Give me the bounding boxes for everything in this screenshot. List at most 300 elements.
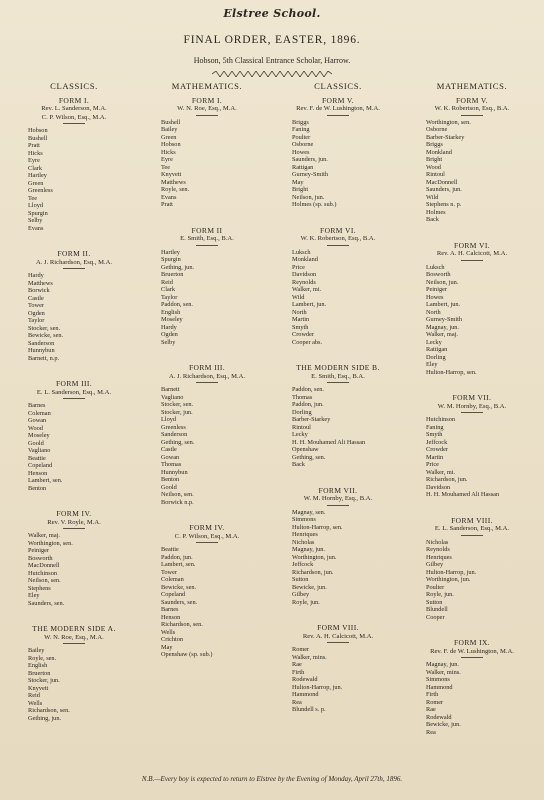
pupil-name: Henriques: [292, 531, 318, 538]
pupil-name: Lecky: [292, 431, 308, 438]
form-master: Rev. V. Royle, M.A.: [47, 518, 101, 526]
pupil-name: Nicholas: [292, 538, 315, 546]
pupil-name: Coleman: [161, 576, 184, 583]
form-section: [274, 487, 402, 607]
form-master: W. N. Roe, Esq., M.A.: [177, 105, 237, 112]
pupil-name: Lambert, jun.: [292, 301, 327, 308]
pupil-name: Openshaw (sp. sub.): [161, 651, 213, 658]
pupil-name: Crowder: [292, 331, 315, 338]
form-section: [274, 364, 402, 469]
pupil-list: [274, 119, 402, 209]
form-master: E. L. Sanderson, Esq., M.A.: [434, 525, 510, 532]
pupil-name: Sanderson: [161, 431, 188, 438]
pupil-name: Stephens: [28, 584, 51, 592]
pupil-name: Hammond: [292, 691, 319, 698]
pupil-name: Firth: [292, 668, 305, 676]
pupil-name: Beattie: [28, 454, 46, 462]
form-master: W. M. Hornby, Esq., B.A.: [303, 495, 373, 502]
form-section: [274, 624, 402, 714]
pupil-name: Magnay, jun.: [426, 323, 459, 331]
pupil-name: Hobson: [28, 127, 48, 134]
pupil-name: Poulter: [292, 133, 311, 141]
pupil-name: Castle: [161, 446, 177, 453]
form-section: [10, 510, 138, 607]
form-master: Rev. L. Sanderson, M.A.: [41, 105, 107, 112]
pupil-name: Stocker, sen.: [28, 324, 61, 332]
pupil-name: Bailey: [161, 126, 178, 133]
pupil-name: Benton: [28, 484, 47, 492]
pupil-name: Eyre: [28, 157, 40, 164]
form-section: [408, 242, 536, 377]
pupil-name: Howes: [292, 148, 310, 156]
pupil-name: Paddon, jun.: [161, 553, 193, 561]
pupil-name: Rae: [292, 661, 302, 668]
pupil-name: Saunders, jun.: [426, 186, 462, 193]
pupil-name: Lloyd: [161, 416, 177, 423]
form-section: [10, 97, 138, 233]
pupil-name: Holmes: [426, 208, 446, 216]
pupil-name: Spurgin: [28, 209, 48, 217]
section-rule: [196, 245, 218, 246]
pupil-name: Paddon, sen.: [292, 386, 325, 393]
section-rule: [63, 528, 85, 529]
pupil-name: Price: [292, 263, 305, 271]
pupil-name: Firth: [426, 691, 439, 698]
form-master: Rev. A. H. Calcicott, M.A.: [302, 632, 374, 640]
pupil-name: Davidson: [426, 483, 451, 491]
page-title: FINAL ORDER, EASTER, 1896.: [183, 34, 361, 46]
pupil-name: Neilson, sen.: [161, 491, 194, 498]
pupil-name: Hammond: [426, 683, 453, 691]
pupil-name: Walker, mi.: [426, 468, 456, 476]
pupil-list: [274, 646, 402, 714]
form-title: THE MODERN SIDE B.: [296, 363, 380, 372]
pupil-name: Holmes (sp. sub.): [292, 201, 337, 208]
pupil-name: Saunders, sen.: [161, 598, 198, 606]
pupil-name: Gowan: [161, 453, 180, 461]
pupil-name: Smyth: [426, 431, 443, 438]
pupil-name: Hunnybun: [28, 347, 55, 354]
pupil-name: Selby: [28, 217, 43, 224]
pupil-name: Green: [28, 179, 44, 187]
pupil-name: Selby: [161, 338, 176, 346]
section-rule: [63, 643, 85, 644]
form-master: W. K. Robertson, Esq., B.A.: [434, 105, 510, 112]
form-section: [10, 250, 138, 362]
pupil-name: Stocker, sen.: [161, 401, 194, 408]
pupil-name: Rintoul: [426, 171, 445, 178]
pupil-name: Saunders, sen.: [28, 599, 65, 607]
pupil-name: Richardson, jun.: [292, 568, 334, 576]
section-rule: [327, 115, 349, 116]
pupil-name: Bushell: [161, 118, 181, 126]
pupil-name: Stocker, jun.: [28, 677, 60, 684]
section-rule: [461, 657, 483, 658]
pupil-name: Walker, mins.: [292, 653, 327, 661]
form-title: FORM VII.: [318, 485, 358, 495]
ornament-divider: [212, 71, 332, 77]
pupil-name: Luksch: [426, 263, 445, 271]
pupil-name: Osborne: [292, 141, 314, 148]
pupil-name: Bosworth: [426, 271, 451, 278]
pupil-name: MacDonnell: [28, 562, 60, 569]
pupil-name: Rae: [426, 706, 436, 713]
pupil-name: Bewicke, sen.: [28, 332, 64, 339]
pupil-name: Reynolds: [426, 546, 450, 553]
pupil-name: Knyvett: [28, 684, 49, 692]
pupil-name: Bright: [426, 156, 443, 163]
pupil-name: Royle, jun.: [292, 598, 320, 606]
pupil-name: Clark: [28, 164, 42, 172]
pupil-name: Hulton-Harrop, sen.: [292, 523, 343, 531]
pupil-name: Magnay, jun.: [292, 546, 325, 553]
pupil-name: Taylor: [28, 317, 45, 324]
pupil-name: Clark: [161, 286, 175, 293]
column-heading: MATHEMATICS.: [436, 81, 508, 91]
pupil-list: [10, 647, 138, 722]
pupil-name: Crowder: [426, 446, 449, 453]
pupil-name: Evans: [161, 193, 177, 201]
pupil-name: Hobson: [161, 141, 181, 148]
pupil-name: Eley: [28, 592, 40, 599]
form-master: A. J. Richardson, Esq., M.A.: [35, 258, 112, 266]
pupil-name: Neilson, sen.: [28, 577, 61, 584]
pupil-name: Tower: [28, 302, 44, 309]
pupil-name: Thomas: [161, 461, 182, 468]
pupil-name: Hulton-Harrop, sen.: [426, 368, 477, 376]
pupil-name: Sutton: [426, 598, 443, 606]
form-master: C. P. Wilson, Esq., M.A.: [41, 113, 107, 121]
pupil-name: Cooper: [426, 613, 445, 621]
pupil-name: Sutton: [292, 576, 309, 583]
pupil-name: Nicholas: [426, 538, 449, 546]
pupil-name: Martin: [426, 453, 444, 461]
pupil-name: Rea: [292, 698, 302, 706]
pupil-name: Paddon, sen.: [161, 301, 194, 308]
pupil-name: Magnay, sen.: [292, 508, 326, 516]
form-master: W. N. Roe, Esq., M.A.: [44, 633, 104, 641]
pupil-name: Simmons: [292, 516, 316, 523]
pupil-name: H. H. Mouhamed Ali Hassan: [426, 491, 500, 498]
section-rule: [196, 382, 218, 383]
column-heading: CLASSICS.: [50, 81, 98, 91]
pupil-name: Matthews: [161, 178, 186, 186]
section-rule: [327, 642, 349, 643]
pupil-name: Walker, mi.: [292, 286, 322, 293]
pupil-name: Price: [426, 461, 439, 468]
pupil-name: Walker, maj.: [28, 532, 60, 539]
pupil-name: Lambert, jun.: [426, 301, 461, 308]
form-title: FORM VII.: [452, 393, 492, 402]
pupil-name: Wood: [426, 163, 441, 171]
pupil-name: May: [292, 178, 304, 186]
pupil-name: Luksch: [292, 248, 311, 256]
pupil-name: Rintoul: [292, 423, 311, 431]
pupil-name: Rodewald: [292, 676, 318, 683]
pupil-name: Gilbey: [426, 561, 444, 568]
section-rule: [461, 412, 483, 413]
section-rule: [461, 260, 483, 261]
pupil-name: Wells: [161, 628, 176, 636]
pupil-name: Gowan: [28, 417, 47, 424]
form-title: FORM VIII.: [317, 623, 359, 632]
pupil-name: Stephens n. p.: [426, 201, 462, 208]
form-title: FORM II: [191, 225, 223, 235]
pupil-name: Wild: [292, 293, 305, 301]
pupil-name: Peiniger: [28, 547, 49, 554]
pupil-name: Bewicke, jun.: [292, 583, 327, 591]
pupil-name: Evans: [28, 224, 44, 232]
pupil-name: Henriques: [426, 553, 452, 561]
pupil-name: Bosworth: [28, 554, 53, 562]
pupil-name: Poulter: [426, 583, 445, 591]
pupil-name: Coleman: [28, 409, 51, 417]
form-section: [10, 380, 138, 492]
pupil-name: Dorling: [292, 408, 312, 416]
pupil-name: Dorling: [426, 353, 446, 361]
form-section: [274, 227, 402, 347]
form-title: FORM IX.: [453, 638, 491, 647]
pupil-name: May: [161, 643, 173, 651]
pupil-name: Romer: [292, 646, 310, 653]
pupil-name: Hutchinson: [426, 416, 456, 423]
pupil-name: Pratt: [28, 142, 40, 149]
pupil-name: Hicks: [28, 149, 43, 157]
pupil-list: [408, 264, 536, 377]
section-rule: [196, 542, 218, 543]
pupil-name: Ogden: [161, 331, 178, 338]
pupil-name: Barnes: [28, 402, 46, 409]
pupil-name: Green: [161, 133, 177, 141]
pupil-name: Jeffcock: [426, 438, 448, 446]
pupil-name: Hardy: [28, 272, 44, 279]
pupil-name: Castle: [28, 294, 44, 302]
section-rule: [327, 505, 349, 506]
form-section: [408, 639, 536, 736]
pupil-name: Copeland: [161, 591, 186, 598]
pupil-name: Briggs: [292, 118, 309, 126]
section-rule: [461, 115, 483, 116]
pupil-name: H. H. Mouhamed Ali Hassan: [292, 438, 366, 446]
pupil-name: Bushell: [28, 134, 48, 142]
form-master: W. M. Hornby, Esq., B.A.: [437, 402, 507, 410]
pupil-list: [10, 127, 138, 232]
pupil-name: Barber-Starkey: [292, 416, 331, 423]
page-subtitle: Hobson, 5th Classical Entrance Scholar, Harrow.: [193, 56, 351, 65]
column-classics-upper: [274, 82, 402, 732]
pupil-name: Romer: [426, 698, 444, 706]
pupil-list: [143, 119, 271, 209]
pupil-name: Barnett: [161, 386, 180, 393]
pupil-name: Blundell s. p.: [292, 706, 326, 713]
form-title: FORM IV.: [56, 509, 92, 518]
form-title: FORM V.: [321, 95, 355, 105]
pupil-name: Benton: [161, 476, 180, 483]
pupil-name: Richardson, jun.: [426, 476, 468, 483]
pupil-name: Copeland: [28, 462, 53, 469]
pupil-name: Magnay, jun.: [426, 661, 459, 668]
pupil-name: Rea: [426, 728, 436, 736]
pupil-name: Reid: [28, 692, 40, 699]
pupil-name: North: [292, 308, 307, 316]
form-section: [408, 97, 536, 224]
pupil-name: Thomas: [292, 393, 313, 401]
column-mathematics-upper: [408, 82, 536, 754]
pupil-name: Greenless: [161, 423, 186, 431]
pupil-name: Bewicke, sen.: [161, 583, 197, 591]
form-master: Rev. A. H. Calcicott, M.A.: [436, 250, 508, 257]
form-section: [408, 394, 536, 499]
pupil-name: Greenless: [28, 187, 53, 194]
pupil-name: Cooper abs.: [292, 338, 323, 346]
pupil-name: Bruerton: [161, 271, 184, 278]
pupil-name: English: [28, 662, 48, 669]
pupil-name: Monkland: [292, 256, 318, 263]
pupil-name: Back: [292, 461, 305, 468]
pupil-name: Barber-Starkey: [426, 133, 465, 141]
form-master: Rev. F. de W. Lushington, M.A.: [296, 105, 380, 112]
pupil-name: Bailey: [28, 647, 45, 654]
pupil-name: Royle, jun.: [426, 591, 454, 598]
pupil-name: Vagliano: [161, 393, 184, 401]
pupil-name: Eyre: [161, 156, 173, 163]
footer-note: N.B.—Every boy is expected to return to Elstree by the Evening of Monday, April 27th, 1896.: [141, 775, 403, 783]
form-section: [143, 364, 271, 506]
pupil-list: [408, 416, 536, 499]
pupil-name: Knyvett: [161, 171, 182, 178]
school-name: Elstree School.: [223, 7, 321, 20]
pupil-name: Richardson, sen.: [28, 707, 70, 714]
pupil-name: Pratt: [161, 201, 173, 208]
pupil-name: Rodewald: [426, 713, 452, 721]
section-rule: [63, 123, 85, 124]
pupil-name: Lecky: [426, 338, 442, 346]
pupil-name: Crichton: [161, 636, 184, 643]
pupil-name: Hartley: [161, 248, 180, 256]
form-title: FORM I.: [58, 95, 90, 105]
pupil-name: Beattie: [161, 546, 179, 553]
pupil-name: Reynolds: [292, 278, 316, 286]
pupil-list: [408, 119, 536, 224]
form-master: E. Smith, Esq., B.A.: [180, 235, 234, 242]
pupil-name: Royle, sen.: [28, 654, 57, 662]
pupil-name: Taylor: [161, 293, 178, 301]
pupil-name: Neilson, jun.: [292, 193, 325, 201]
pupil-name: Wells: [28, 699, 43, 707]
pupil-name: Henson: [161, 613, 181, 621]
section-rule: [327, 382, 349, 383]
section-rule: [327, 245, 349, 246]
pupil-name: Royle, sen.: [161, 186, 190, 193]
form-section: [408, 517, 536, 622]
form-title: FORM VI.: [320, 225, 356, 235]
form-master: Rev. F. de W. Lushington, M.A.: [430, 647, 514, 655]
pupil-name: Osborne: [426, 126, 448, 133]
pupil-list: [143, 249, 271, 347]
pupil-list: [10, 402, 138, 492]
pupil-name: Gething, jun.: [161, 263, 195, 271]
form-master: A. J. Richardson, Esq., M.A.: [168, 372, 245, 380]
pupil-name: Stocker, jun.: [161, 408, 193, 416]
form-title: FORM IV.: [189, 523, 225, 532]
pupil-name: Gething, sen.: [161, 438, 195, 446]
pupil-name: Saunders, jun.: [292, 156, 328, 163]
pupil-name: Henson: [28, 469, 48, 477]
pupil-name: Matthews: [28, 279, 53, 287]
pupil-name: Gurney-Smith: [426, 316, 463, 323]
pupil-name: Rattigan: [292, 163, 314, 171]
pupil-list: [274, 509, 402, 607]
pupil-name: Moseley: [161, 316, 183, 323]
pupil-name: Neilson, jun.: [426, 278, 459, 286]
pupil-name: Barnes: [161, 606, 179, 613]
form-master: E. Smith, Esq., B.A.: [311, 372, 365, 380]
pupil-name: Simmons: [426, 676, 450, 683]
pupil-name: Peiniger: [426, 286, 447, 293]
pupil-name: Briggs: [426, 141, 443, 148]
section-rule: [461, 535, 483, 536]
pupil-name: Rattigan: [426, 346, 448, 353]
pupil-name: Sanderson: [28, 339, 55, 347]
pupil-name: MacDonnell: [426, 178, 458, 186]
pupil-name: Monkland: [426, 148, 452, 156]
pupil-name: Wild: [426, 193, 439, 201]
pupil-name: Hardy: [161, 323, 177, 331]
pupil-name: Worthington, jun.: [292, 553, 337, 561]
pupil-list: [408, 539, 536, 622]
pupil-name: Bright: [292, 186, 309, 193]
pupil-name: Ogden: [28, 309, 45, 317]
pupil-name: Walker, maj.: [426, 331, 458, 338]
pupil-name: Faning: [292, 126, 310, 133]
pupil-name: Richardson, sen.: [161, 621, 203, 628]
form-title: FORM II.: [57, 249, 91, 258]
form-section: [274, 97, 402, 209]
pupil-name: Borwick: [28, 287, 50, 294]
pupil-name: Hicks: [161, 148, 176, 156]
pupil-name: Smyth: [292, 323, 309, 331]
pupil-name: North: [426, 308, 441, 316]
pupil-name: Jeffcock: [292, 561, 314, 568]
pupil-name: Bewicke, jun.: [426, 721, 461, 728]
pupil-name: Gilbey: [292, 591, 310, 598]
section-rule: [63, 268, 85, 269]
column-classics-lower: [10, 82, 138, 740]
pupil-name: English: [161, 308, 181, 316]
form-master: C. P. Wilson, Esq., M.A.: [174, 532, 240, 540]
pupil-name: Faning: [426, 423, 444, 431]
pupil-name: Hartley: [28, 172, 47, 179]
form-section: [10, 625, 138, 722]
pupil-name: Martin: [292, 316, 310, 323]
pupil-name: Eley: [426, 361, 438, 368]
column-heading: MATHEMATICS.: [171, 81, 243, 91]
pupil-name: Paddon, jun.: [292, 401, 324, 408]
pupil-name: Wood: [28, 424, 43, 432]
pupil-name: Hulton-Harrop, jun.: [426, 568, 477, 576]
pupil-name: Moseley: [28, 432, 50, 439]
form-master: E. L. Sanderson, Esq., M.A.: [36, 388, 112, 396]
form-section: [143, 524, 271, 659]
pupil-name: Gething, sen.: [292, 453, 326, 461]
pupil-name: Howes: [426, 293, 444, 301]
form-title: FORM III.: [188, 363, 226, 372]
pupil-name: Lloyd: [28, 202, 44, 209]
pupil-name: Borwick n.p.: [161, 498, 194, 506]
form-section: [143, 97, 271, 209]
form-title: FORM VI.: [454, 240, 490, 250]
column-mathematics-lower: [143, 82, 271, 677]
